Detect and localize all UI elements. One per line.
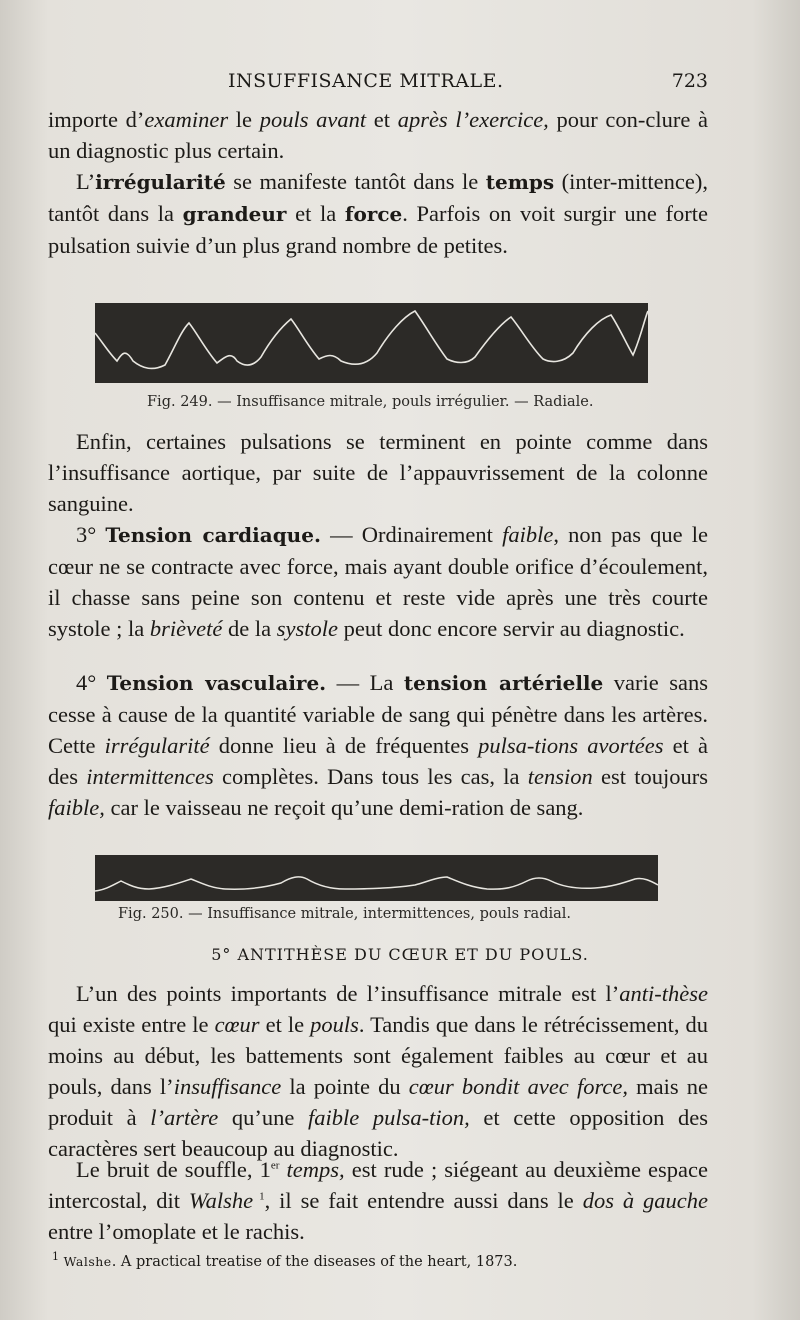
pulse-tracing-intermittent	[95, 855, 658, 901]
paragraph-exercise: importe d’examiner le pouls avant et après l’exercice, pour con-clure à un diagnostic plus certain.	[48, 107, 708, 163]
figure-249-pulse-tracing	[95, 303, 648, 383]
paragraph-irregularity: L’irrégularité se manifeste tantôt dans le temps (inter-mittence), tantôt dans la grandeur et la force. Parfois on voit surgir une forte pulsation suivie d’un plus grand nombre de petites.	[48, 169, 708, 258]
figure-249-caption: Fig. 249. — Insuffisance mitrale, pouls irrégulier. — Radiale.	[147, 394, 594, 410]
paragraph-cardiac-tension: 3° Tension cardiaque. — Ordinairement faible, non pas que le cœur ne se contracte avec force, mais ayant double orifice d’écoulement, il chasse sans peine son contenu et reste vide après une très courte systole ; la brièveté de la systole peut donc encore servir au diagnostic.	[48, 522, 709, 641]
page-number: 723	[671, 70, 708, 92]
page-header	[48, 70, 708, 100]
pulse-tracing-irregular	[95, 303, 648, 383]
figure-250-pulse-tracing	[95, 855, 658, 901]
paragraph-antithesis: L’un des points importants de l’insuffisance mitrale est l’anti-thèse qui existe entre le cœur et le pouls. Tandis que dans le rétrécissement, du moins au début, les battements sont également faibles au cœur et au pouls, dans l’insuffisance la pointe du cœur bondit avec force, mais ne produit à l’artère qu’une faible pulsa-tion, et cette opposition des caractères sert beaucoup au diagnostic.	[48, 981, 709, 1161]
footnote: $^1$ Walshe. A practical treatise of the diseases of the heart, 1873.	[52, 1250, 518, 1270]
paragraph-pulsations: Enfin, certaines pulsations se terminent en pointe comme dans l’insuffisance aortique, par suite de l’appauvrissement de la colonne sanguine.	[48, 429, 708, 516]
paragraph-murmur: Le bruit de souffle, 1er temps, est rude ; siégeant au deuxième espace intercostal, dit Walshe $^1$, il se fait entendre aussi dans le dos à gauche entre l’omoplate et le rachis.	[48, 1157, 709, 1244]
section-heading-antithesis: 5° ANTITHÈSE DU CŒUR ET DU POULS.	[211, 945, 589, 964]
running-title: INSUFFISANCE MITRALE.	[228, 70, 504, 92]
paragraph-vascular-tension: 4° Tension vasculaire. — La tension artérielle varie sans cesse à cause de la quantité variable de sang qui pénètre dans les artères. Cette irrégularité donne lieu à de fréquentes pulsa-tions avortées et à des intermittences complètes. Dans tous les cas, la tension est toujours faible, car le vaisseau ne reçoit qu’une demi-ration de sang.	[48, 670, 709, 820]
figure-250-caption: Fig. 250. — Insuffisance mitrale, intermittences, pouls radial.	[118, 906, 572, 922]
